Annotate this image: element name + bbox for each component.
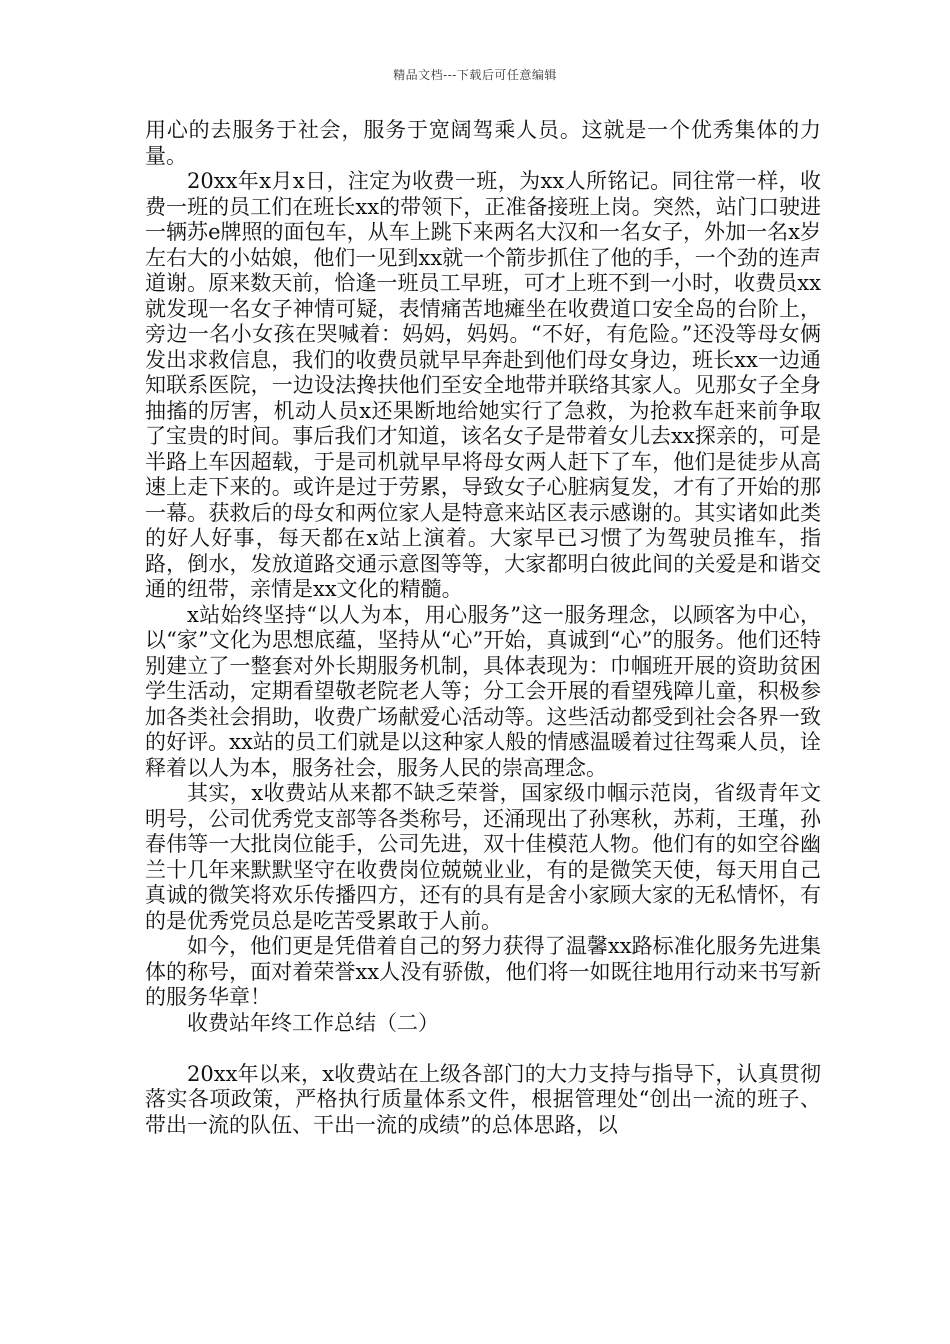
paragraph-1: 用心的去服务于社会，服务于宽阔驾乘人员。这就是一个优秀集体的力量。: [145, 118, 821, 168]
paragraph-4: 其实，x收费站从来都不缺乏荣誉，国家级巾帼示范岗，省级青年文明号，公司优秀党支部等各类称号，还涌现出了孙寒秋，苏莉，王瑾，孙春伟等一大批岗位能手，公司先进，双十佳模范人物。他们有的如空谷幽兰十几年来默默坚守在收费岗位兢兢业业，有的是微笑天使，每天用自己真诚的微笑将欢乐传播四方，还有的具有是舍小家顾大家的无私情怀，有的是优秀党员总是吃苦受累敢于人前。: [145, 781, 821, 933]
paragraph-6: 20xx年以来，x收费站在上级各部门的大力支持与指导下，认真贯彻落实各项政策，严格执行质量体系文件，根据管理处“创出一流的班子、带出一流的队伍、干出一流的成绩”的总体思路，以: [145, 1061, 821, 1137]
paragraph-5: 如今，他们更是凭借着自己的努力获得了温馨xx路标准化服务先进集体的称号，面对着荣誉xx人没有骄傲，他们将一如既往地用行动来书写新的服务华章！: [145, 934, 821, 1009]
section-title: 收费站年终工作总结（二）: [187, 1010, 439, 1035]
paragraph-3: x站始终坚持“以人为本，用心服务”这一服务理念，以顾客为中心，以“家”文化为思想底蕴，坚持从“心”开始，真诚到“心”的服务。他们还特别建立了一整套对外长期服务机制，具体表现为：巾帼班开展的资助贫困学生活动，定期看望敬老院老人等；分工会开展的看望残障儿童，积极参加各类社会捐助，收费广场献爱心活动等。这些活动都受到社会各界一致的好评。xx站的员工们就是以这种家人般的情感温暖着过往驾乘人员，诠释着以人为本，服务社会，服务人民的崇高理念。: [145, 602, 821, 780]
paragraph-2: 20xx年x月x日，注定为收费一班，为xx人所铭记。同往常一样，收费一班的员工们在班长xx的带领下，正准备接班上岗。突然，站门口驶进一辆苏e牌照的面包车，从车上跳下来两名大汉和一名女子，外加一名x岁左右大的小姑娘，他们一见到xx就一个箭步抓住了他的手，一个劲的连声道谢。原来数天前，恰逢一班员工早班，可才上班不到一小时，收费员xx就发现一名女子神情可疑，表情痛苦地瘫坐在收费道口安全岛的台阶上，旁边一名小女孩在哭喊着：妈妈，妈妈。“不好，有危险。”还没等母女俩发出求救信息，我们的收费员就早早奔赴到他们母女身边，班长xx一边通知联系医院，一边设法搀扶他们至安全地带并联络其家人。见那女子全身抽搐的厉害，机动人员x还果断地给她实行了急救，为抢救车赶来前争取了宝贵的时间。事后我们才知道，该名女子是带着女儿去xx探亲的，可是半路上车因超载，于是司机就早早将母女两人赶下了车，他们是徒步从高速上走下来的。或许是过于劳累，导致女子心脏病复发，才有了开始的那一幕。获救后的母女和两位家人是特意来站区表示感谢的。其实诸如此类的好人好事，每天都在x站上演着。大家早已习惯了为驾驶员推车，指路，倒水，发放道路交通示意图等等，大家都明白彼此间的关爱是和谐交通的纽带，亲情是xx文化的精髓。: [145, 169, 821, 601]
blank-line: [145, 1036, 821, 1062]
document-body: [145, 118, 821, 1138]
page-header: 精品文档---下载后可任意编辑: [393, 68, 557, 82]
